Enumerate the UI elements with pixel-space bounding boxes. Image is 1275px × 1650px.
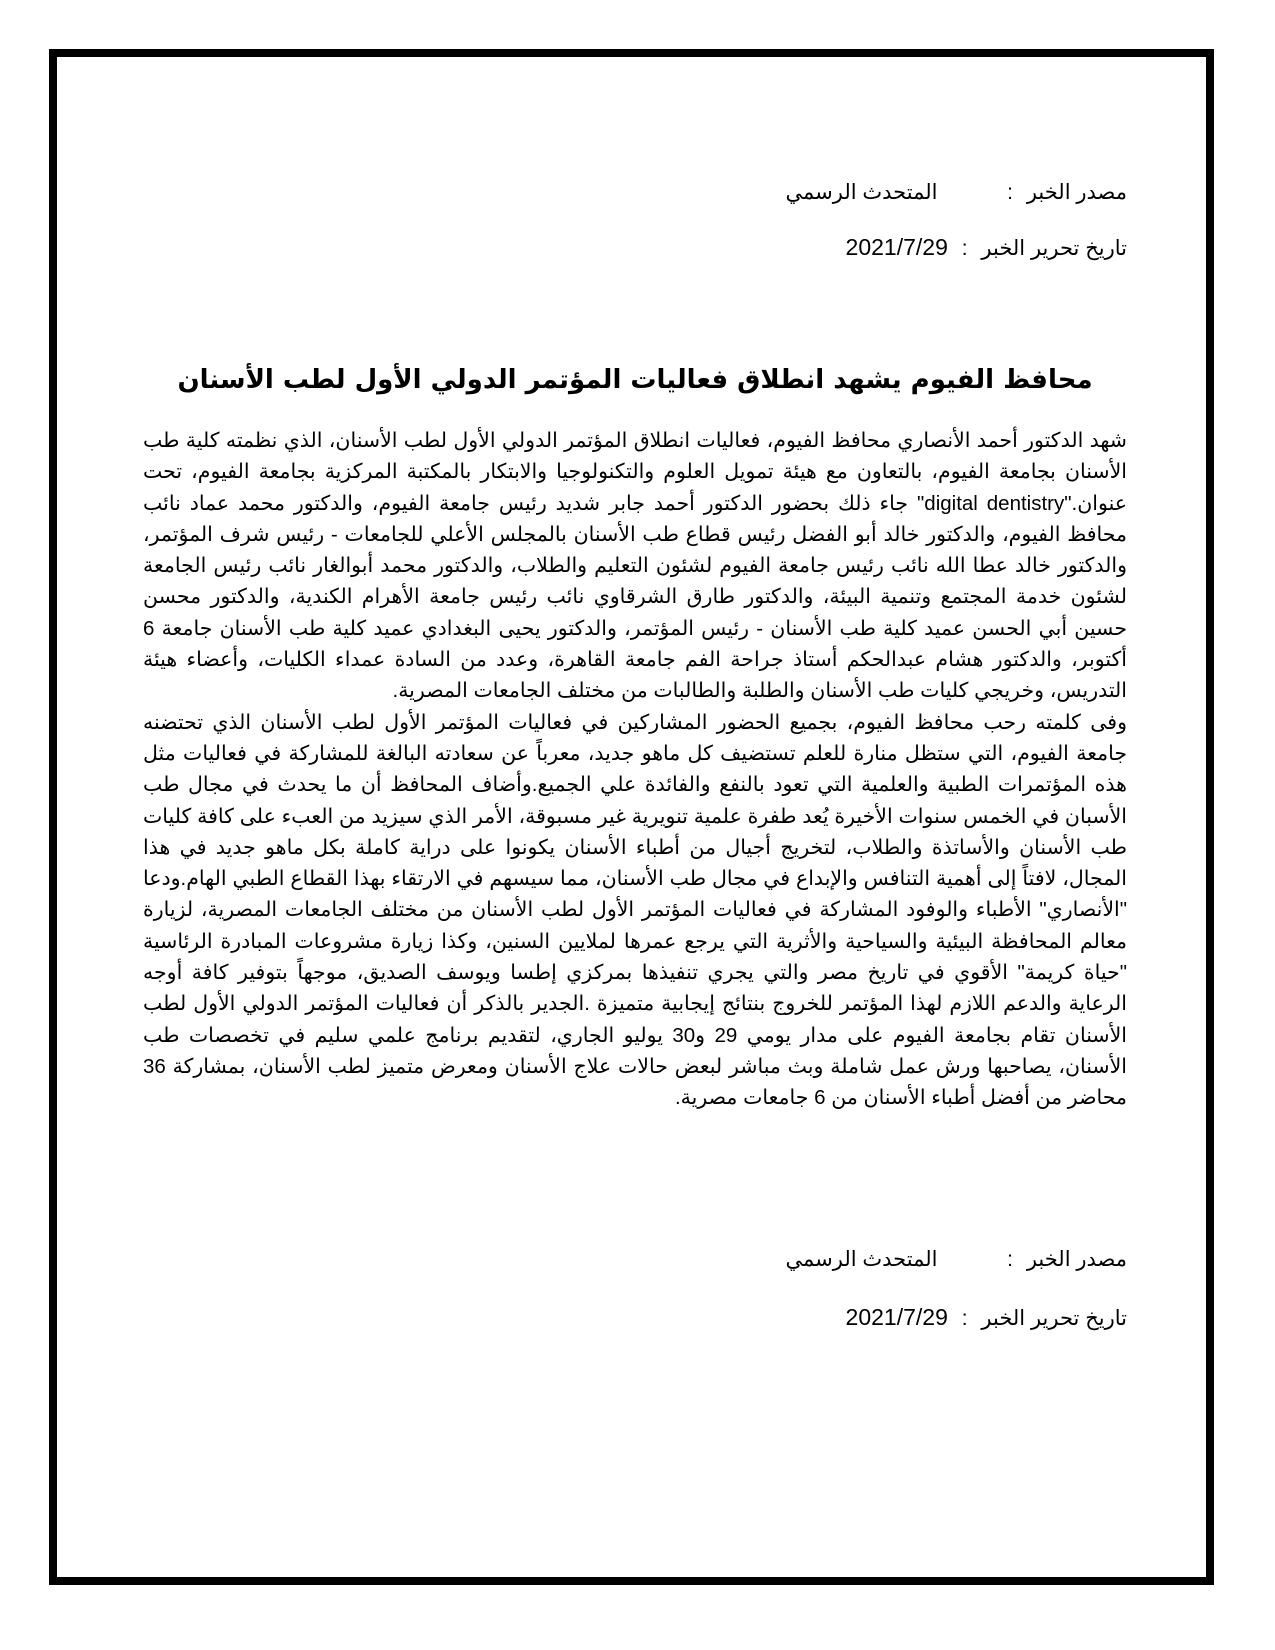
article-paragraph: وفى كلمته رحب محافظ الفيوم، بجميع الحضور المشاركين في فعاليات المؤتمر الأول لطب الأسنان الذي تحتضنه جامعة الفيوم، التي ستظل منارة للعلم تستضيف كل ماهو جديد، معرباً عن سعادته البالغة للمشاركة في فعاليات مثل هذه المؤتمرات الطبية والعلمية التي تعود بالنفع والفائدة علي الجميع.وأضاف المحافظ أن ما يحدث في مجال طب الأسبان في الخمس سنوات الأخيرة يُعد طفرة علمية تنويرية غير مسبوقة، الأمر الذي سيزيد من العبء على كافة كليات طب الأسنان والأساتذة والطلاب، لتخريج أجيال من أطباء الأسنان يكونوا على دراية كاملة بكل ماهو جديد في هذا المجال، لافتاً إلى أهمية التنافس والإبداع في مجال طب الأسنان، مما سيسهم في الارتقاء بهذا القطاع الطبي الهام.ودعا "الأنصاري" الأطباء والوفود المشاركة في فعاليات المؤتمر الأول لطب الأسنان من مختلف الجامعات المصرية، لزيارة معالم المحافظة البيئية والسياحية والأثرية التي يرجع عمرها لملايين السنين، وكذا زيارة مشروعات المبادرة الرئاسية "حياة كريمة" الأقوي في تاريخ مصر والتي يجري تنفيذها بمركزي إطسا ويوسف الصديق، موجهاً بتوفير كافة أوجه الرعاية والدعم اللازم لهذا المؤتمر للخروج بنتائج إيجابية متميزة .الجدير بالذكر أن فعاليات المؤتمر الدولي الأول لطب الأسنان تقام بجامعة الفيوم على مدار يومي 29 و30 يوليو الجاري، لتقديم برنامج علمي سليم في تخصصات طب الأسنان، يصاحبها ورش عمل شاملة وبث مباشر لبعض حالات علاج الأسنان ومعرض متميز لطب الأسنان، بمشاركة 36 محاضر من أفضل أطباء الأسنان من 6 جامعات مصرية. — [143, 710, 1127, 1110]
footer-date-colon: : — [961, 1307, 968, 1330]
article-body — [143, 425, 1127, 1114]
header-date-value: 2021/7/29 — [845, 234, 948, 260]
header-source-value: المتحدث الرسمي — [785, 181, 938, 204]
header-date-label: تاريخ تحرير الخبر — [981, 237, 1127, 260]
footer-date-line — [143, 1302, 1127, 1334]
header-source-line — [143, 178, 1127, 208]
header-source-colon: : — [1007, 181, 1013, 204]
footer-source-line — [143, 1245, 1127, 1275]
article-paragraph: شهد الدكتور أحمد الأنصاري محافظ الفيوم، فعاليات انطلاق المؤتمر الدولي الأول لطب الأسنان، الذي نظمته كلية طب الأسنان بجامعة الفيوم، بالتعاون مع هيئة تمويل العلوم والتكنولوجيا والابتكار بالمكتبة المركزية بجامعة الفيوم، تحت عنوان."digital dentistry" جاء ذلك بحضور الدكتور أحمد جابر شديد رئيس جامعة الفيوم، والدكتور محمد عماد نائب محافظ الفيوم، والدكتور خالد أبو الفضل رئيس قطاع طب الأسنان بالمجلس الأعلي للجامعات - رئيس شرف المؤتمر، والدكتور خالد عطا الله نائب رئيس جامعة الفيوم لشئون التعليم والطلاب، والدكتور محمد أبوالغار نائب رئيس الجامعة لشئون خدمة المجتمع وتنمية البيئة، والدكتور طارق الشرقاوي نائب رئيس جامعة الأهرام الكندية، والدكتور محسن حسين أبي الحسن عميد كلية طب الأسنان - رئيس المؤتمر، والدكتور يحيى البغدادي عميد كلية طب الأسنان جامعة 6 أكتوبر، والدكتور هشام عبدالحكم أستاذ جراحة الفم جامعة القاهرة، وعدد من السادة عمداء الكليات، وأعضاء هيئة التدريس، وخريجي كليات طب الأسنان والطلبة والطالبات من مختلف الجامعات المصرية. — [143, 429, 1127, 703]
header-source-label: مصدر الخبر — [1026, 181, 1127, 204]
header-date-line — [143, 232, 1127, 264]
headline: محافظ الفيوم يشهد انطلاق فعاليات المؤتمر الدولي الأول لطب الأسنان — [177, 365, 1093, 395]
footer-date-value: 2021/7/29 — [845, 1304, 948, 1330]
footer-source-colon: : — [1007, 1248, 1013, 1271]
header-date-colon: : — [961, 237, 968, 260]
footer-source-label: مصدر الخبر — [1026, 1248, 1127, 1271]
footer-date-label: تاريخ تحرير الخبر — [981, 1307, 1127, 1330]
footer-source-value: المتحدث الرسمي — [785, 1248, 938, 1271]
